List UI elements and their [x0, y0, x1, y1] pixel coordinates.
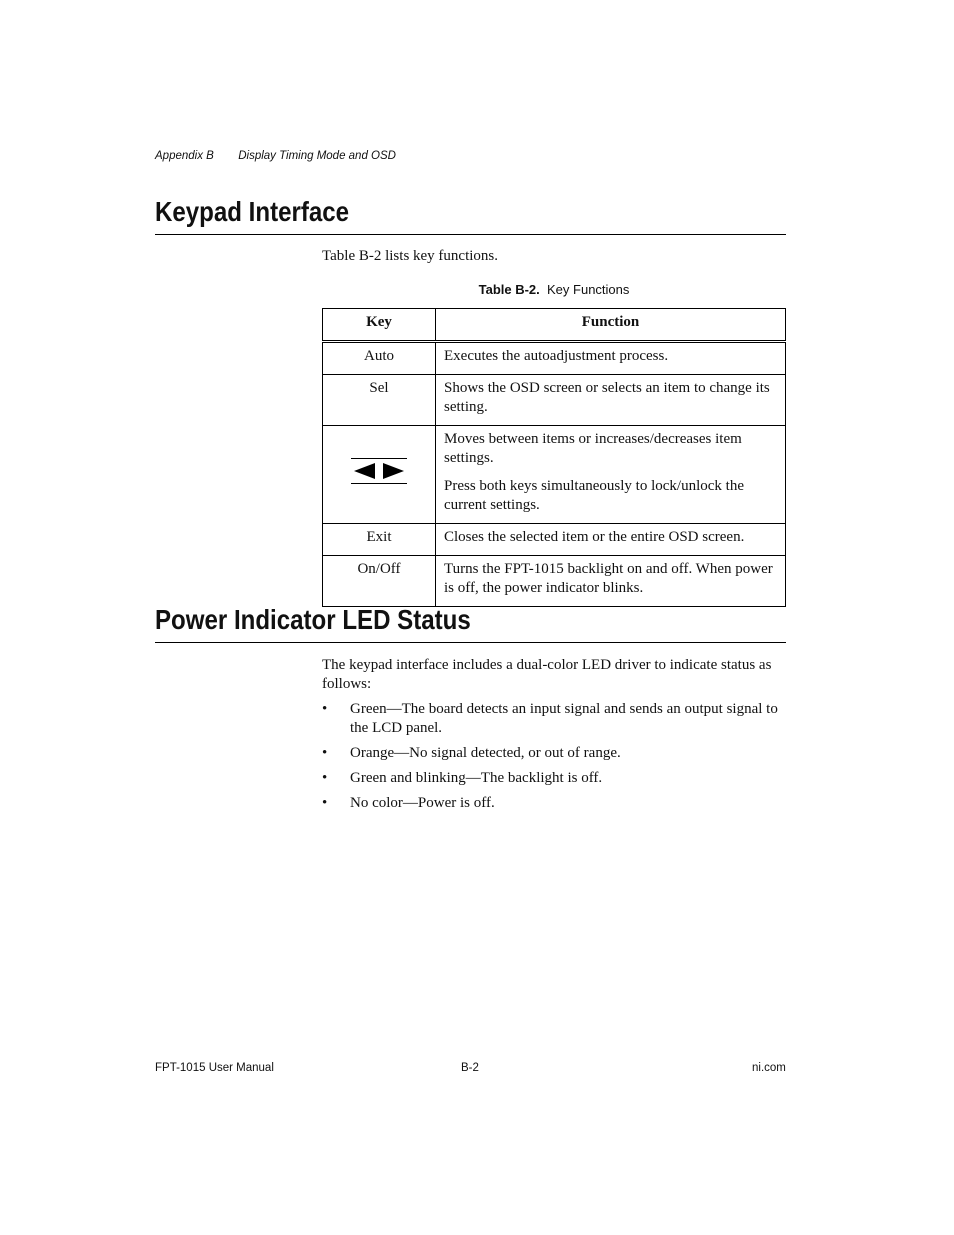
running-head: [155, 150, 396, 162]
function-text: Press both keys simultaneously to lock/unlock the current settings.: [444, 478, 744, 513]
footer-page-number: B-2: [461, 1062, 479, 1074]
led-status-list: [322, 700, 786, 819]
table-row: [323, 342, 786, 375]
list-item: [322, 700, 786, 738]
table-row: [323, 556, 786, 607]
list-item-text: No color—Power is off.: [350, 795, 495, 811]
heading-rule: [155, 234, 786, 235]
bullet-icon: •: [322, 745, 328, 761]
table-row: [323, 524, 786, 556]
table-row: [323, 426, 786, 524]
table-caption: [322, 282, 786, 297]
function-text: Closes the selected item or the entire OSD screen.: [444, 529, 745, 545]
list-item: [322, 744, 786, 763]
table-cell-key: Sel: [323, 375, 436, 426]
function-text: Turns the FPT-1015 backlight on and off. When power is off, the power indicator blinks.: [444, 561, 773, 596]
list-item: [322, 769, 786, 788]
table-row: [323, 375, 786, 426]
bullet-icon: •: [322, 701, 328, 717]
led-intro-text: The keypad interface includes a dual-color LED driver to indicate status as follows:: [322, 657, 772, 692]
table-cell-function: [436, 556, 786, 607]
list-item-text: Green and blinking—The backlight is off.: [350, 770, 603, 786]
function-text: Executes the autoadjustment process.: [444, 348, 669, 364]
table-header-key: Key: [323, 309, 436, 342]
heading-rule: [155, 642, 786, 643]
table-intro-text: Table B-2 lists key functions.: [322, 248, 499, 264]
table-header-function: Function: [436, 309, 786, 342]
table-cell-key: Exit: [323, 524, 436, 556]
table-cell-function: [436, 342, 786, 375]
table-cell-key: On/Off: [323, 556, 436, 607]
running-head-title: Display Timing Mode and OSD: [238, 150, 396, 162]
table-caption-label: Table B-2.: [478, 282, 540, 297]
bullet-icon: •: [322, 770, 328, 786]
list-item-text: Green—The board detects an input signal and sends an output signal to the LCD panel.: [350, 701, 778, 736]
list-item: [322, 794, 786, 813]
table-cell-function: [436, 375, 786, 426]
section-heading-power-indicator: Power Indicator LED Status: [155, 604, 471, 635]
table-caption-text: Key Functions: [547, 282, 630, 297]
function-text: Moves between items or increases/decreases item settings.: [444, 431, 742, 466]
table-cell-key: [323, 426, 436, 524]
table-cell-key: Auto: [323, 342, 436, 375]
running-head-chapter: Appendix B: [155, 150, 214, 162]
bullet-icon: •: [322, 795, 328, 811]
table-cell-function: [436, 524, 786, 556]
key-functions-table: [322, 308, 786, 607]
table-cell-function: [436, 426, 786, 524]
list-item-text: Orange—No signal detected, or out of range.: [350, 745, 621, 761]
left-right-arrow-keys-icon: [351, 458, 407, 484]
table-header-row: [323, 309, 786, 342]
function-text: Shows the OSD screen or selects an item to change its setting.: [444, 380, 770, 415]
footer-website: ni.com: [752, 1062, 786, 1074]
footer-manual-title: FPT-1015 User Manual: [155, 1062, 274, 1074]
section-heading-keypad-interface: Keypad Interface: [155, 196, 350, 227]
